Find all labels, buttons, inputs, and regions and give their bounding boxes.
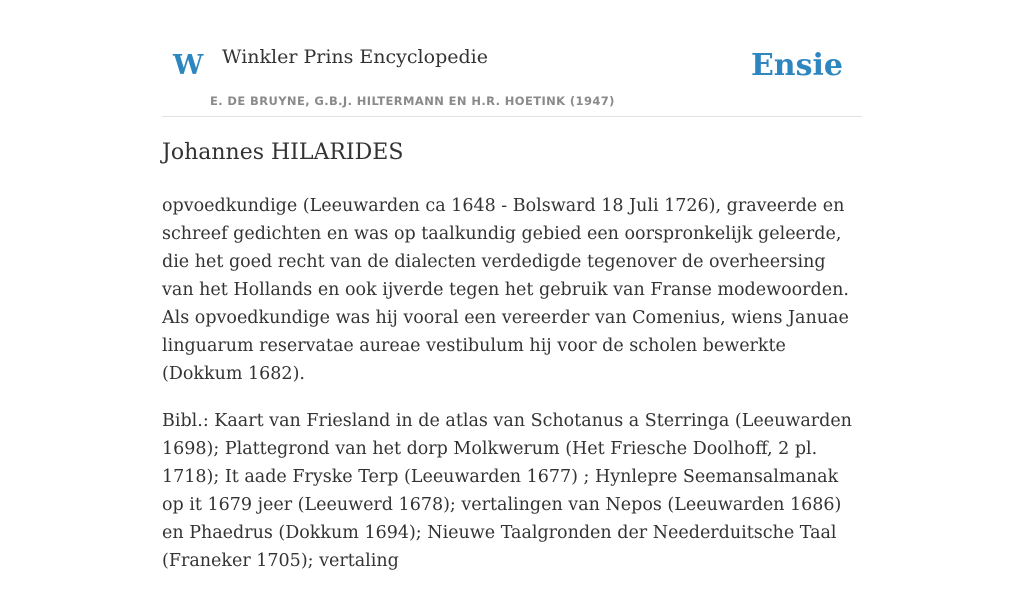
entry-body [162, 192, 862, 594]
entry-title: Johannes HILARIDES [162, 140, 404, 165]
source-title-link[interactable]: Winkler Prins Encyclopedie [222, 46, 488, 68]
entry-bibliography: Bibl.: Kaart van Friesland in de atlas van Schotanus a Sterringa (Leeuwarden 1698); Plattegrond van het dorp Molkwerum (Het Friesche Doolhoff, 2 pl. 1718); It aade Fryske Terp (Leeuwarden 1677) ; Hynlepre Seemansalmanak op it 1679 jeer (Leeuwerd 1678); vertalingen van Nepos (Leeuwarden 1686) en Phaedrus (Dokkum 1694); Nieuwe Taalgronden der Neederduitsche Taal (Franeker 1705); vertaling [162, 411, 852, 571]
source-header [162, 0, 862, 117]
ensie-logo-link[interactable]: Ensie [750, 48, 843, 83]
source-authors: E. DE BRUYNE, G.B.J. HILTERMANN EN H.R. HOETINK (1947) [210, 94, 615, 108]
entry-paragraph: opvoedkundige (Leeuwarden ca 1648 - Bolsward 18 Juli 1726), graveerde en schreef gedichten en was op taalkundig gebied een oorspronkelijk geleerde, die het goed recht van de dialecten verdedigde tegenover de overheersing van het Hollands en ook ijverde tegen het gebruik van Franse modewoorden. Als opvoedkundige was hij vooral een vereerder van Comenius, wiens Januae linguarum reservatae aureae vestibulum hij voor de scholen bewerkte (Dokkum 1682). [162, 196, 849, 384]
source-logo-icon[interactable]: W [173, 50, 204, 81]
